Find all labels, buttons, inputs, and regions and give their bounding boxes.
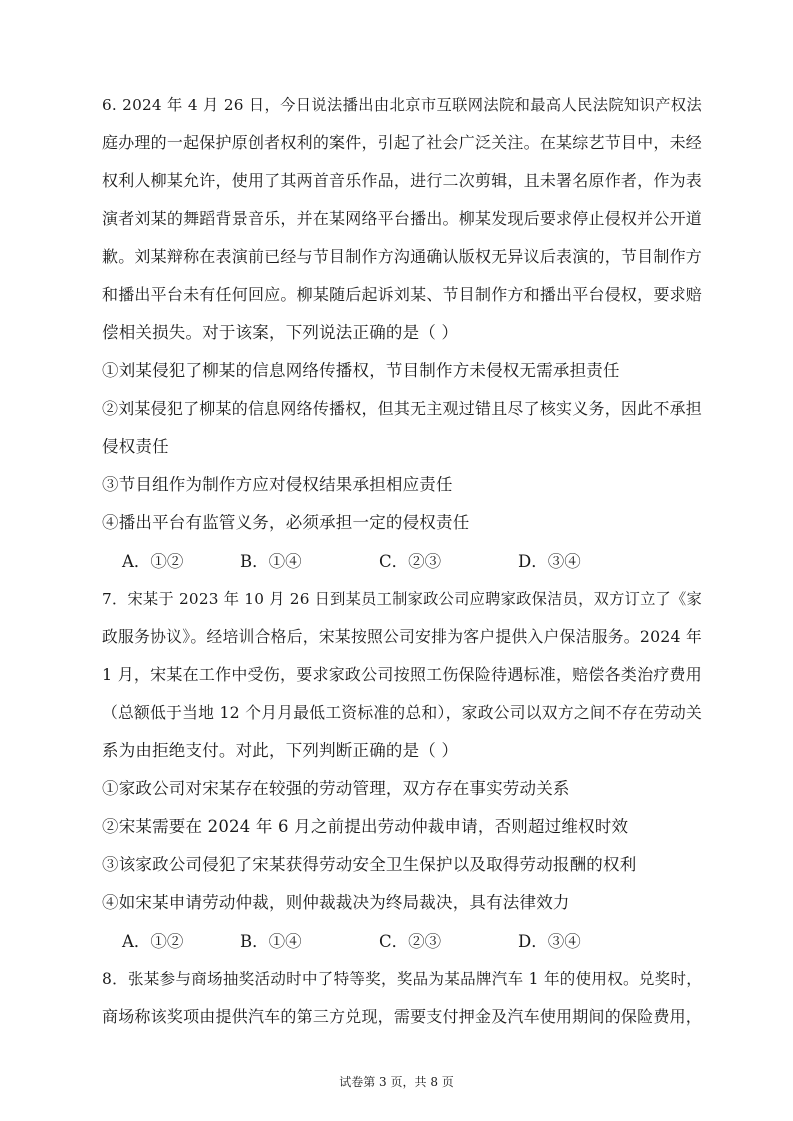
question-6-line-5: 歉。刘某辩称在表演前已经与节目制作方沟通确认版权无异议后表演的，节目制作方 <box>102 247 702 266</box>
option-a: A．①② <box>122 552 184 571</box>
question-6-line-1: 6. 2024 年 4 月 26 日，今日说法播出由北京市互联网法院和最高人民法院知识产权法 <box>102 96 702 114</box>
option-c: C．②③ <box>379 552 442 571</box>
question-7-statement-2: ②宋某需要在 2024 年 6 月之前提出劳动仲裁申请，否则超过维权时效 <box>102 817 629 836</box>
question-7-statement-1: ①家政公司对宋某存在较强的劳动管理，双方存在事实劳动关系 <box>102 779 570 798</box>
option-c: C．②③ <box>379 932 442 951</box>
question-6-line-2: 庭办理的一起保护原创者权利的案件，引起了社会广泛关注。在某综艺节目中，未经 <box>102 133 702 152</box>
option-d: D．③④ <box>518 552 581 571</box>
question-7-line-1: 7．宋某于 2023 年 10 月 26 日到某员工制家政公司应聘家政保洁员，双方订立了《家 <box>102 590 702 608</box>
question-6-statement-3: ③节目组作为制作方应对侵权结果承担相应责任 <box>102 475 453 494</box>
question-7-line-5: 系为由拒绝支付。对此，下列判断正确的是（ ） <box>102 741 459 760</box>
option-b: B．①④ <box>240 552 302 571</box>
option-d: D．③④ <box>518 932 581 951</box>
question-7-statement-4: ④如宋某申请劳动仲裁，则仲裁裁决为终局裁决，具有法律效力 <box>102 893 570 912</box>
question-6-line-4: 演者刘某的舞蹈背景音乐，并在某网络平台播出。柳某发现后要求停止侵权并公开道 <box>102 209 702 228</box>
question-8-line-1: 8．张某参与商场抽奖活动时中了特等奖，奖品为某品牌汽车 1 年的使用权。兑奖时， <box>102 970 702 988</box>
question-6-statement-2-cont: 侵权责任 <box>102 437 169 456</box>
question-7-line-4: （总额低于当地 12 个月月最低工资标准的总和），家政公司以双方之间不存在劳动关 <box>102 703 702 722</box>
question-7-line-3: 1 月，宋某在工作中受伤，要求家政公司按照工伤保险待遇标准，赔偿各类治疗费用 <box>102 665 702 684</box>
question-8-line-2: 商场称该奖项由提供汽车的第三方兑现，需要支付押金及汽车使用期间的保险费用， <box>102 1007 702 1026</box>
page-footer: 试卷第 3 页，共 8 页 <box>339 1075 454 1089</box>
option-a: A．①② <box>122 932 184 951</box>
question-6-line-7: 偿相关损失。对于该案，下列说法正确的是（ ） <box>102 323 459 342</box>
question-7-line-2: 政服务协议》。经培训合格后，宋某按照公司安排为客户提供入户保洁服务。2024 年 <box>102 627 702 646</box>
question-6-statement-2: ②刘某侵犯了柳某的信息网络传播权，但其无主观过错且尽了核实义务，因此不承担 <box>102 399 702 418</box>
question-6-statement-1: ①刘某侵犯了柳某的信息网络传播权，节目制作方未侵权无需承担责任 <box>102 361 620 380</box>
question-6-line-6: 和播出平台未有任何回应。柳某随后起诉刘某、节目制作方和播出平台侵权，要求赔 <box>102 285 702 304</box>
question-7-statement-3: ③该家政公司侵犯了宋某获得劳动安全卫生保护以及取得劳动报酬的权利 <box>102 855 637 874</box>
question-6-statement-4: ④播出平台有监管义务，必须承担一定的侵权责任 <box>102 513 470 532</box>
question-6-line-3: 权利人柳某允许，使用了其两首音乐作品，进行二次剪辑，且未署名原作者，作为表 <box>102 171 702 190</box>
option-b: B．①④ <box>240 932 302 951</box>
